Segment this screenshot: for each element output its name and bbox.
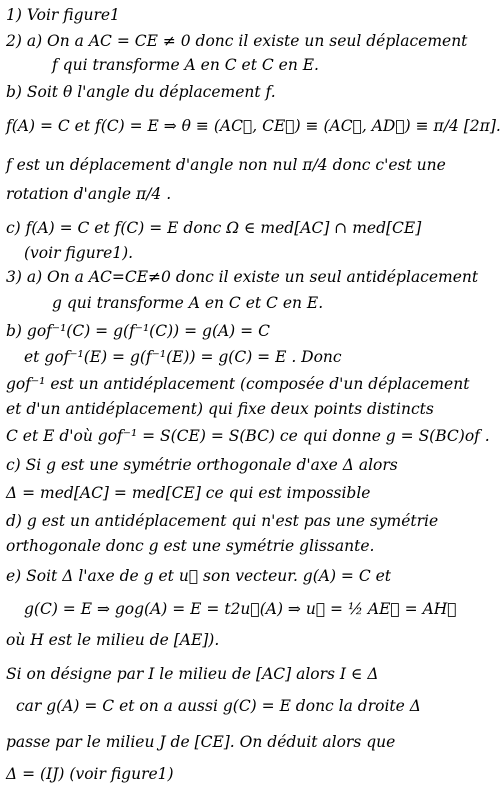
line-13: et gof⁻¹(E) = g(f⁻¹(E)) = g(C) = E . Donc <box>24 348 342 366</box>
line-15: et d'un antidéplacement) qui fixe deux points distincts <box>6 400 434 418</box>
line-27: Δ = (IJ) (voir figure1) <box>6 765 174 783</box>
line-9: (voir figure1). <box>24 244 134 262</box>
line-20: orthogonale donc g est une symétrie glissante. <box>6 537 375 555</box>
line-11: g qui transforme A en C et C en E. <box>52 294 324 312</box>
line-10: 3) a) On a AC=CE≠0 donc il existe un seul antidéplacement <box>6 268 479 286</box>
line-18: Δ = med[AC] = med[CE] ce qui est impossible <box>6 484 371 502</box>
line-26: passe par le milieu J de [CE]. On déduit alors que <box>6 733 396 751</box>
line-5: f(A) = C et f(C) = E ⇒ θ ≡ (AC⃗, CE⃗) ≡ (AC⃗, AD⃗) ≡ π/4 [2π]. <box>6 117 501 135</box>
line-12: b) gof⁻¹(C) = g(f⁻¹(C)) = g(A) = C <box>6 322 270 340</box>
line-14: gof⁻¹ est un antidéplacement (composée d'un déplacement <box>6 375 470 393</box>
line-8: c) f(A) = C et f(C) = E donc Ω ∈ med[AC] ∩ med[CE] <box>6 219 422 237</box>
line-23: où H est le milieu de [AE]). <box>6 631 220 649</box>
line-25: car g(A) = C et on a aussi g(C) = E donc la droite Δ <box>16 697 421 715</box>
line-1: 1) Voir figure1 <box>6 6 120 24</box>
line-24: Si on désigne par I le milieu de [AC] alors I ∈ Δ <box>6 665 379 683</box>
line-6: f est un déplacement d'angle non nul π/4 donc c'est une <box>6 156 446 174</box>
line-17: c) Si g est une symétrie orthogonale d'axe Δ alors <box>6 456 398 474</box>
line-3: f qui transforme A en C et C en E. <box>52 56 319 74</box>
line-21: e) Soit Δ l'axe de g et u⃗ son vecteur. g(A) = C et <box>6 567 392 585</box>
line-2: 2) a) On a AC = CE ≠ 0 donc il existe un seul déplacement <box>6 32 468 50</box>
line-4: b) Soit θ l'angle du déplacement f. <box>6 83 276 101</box>
line-19: d) g est un antidéplacement qui n'est pas une symétrie <box>6 512 439 530</box>
line-7: rotation d'angle π/4 . <box>6 185 172 203</box>
line-16: C et E d'où gof⁻¹ = S(CE) = S(BC) ce qui donne g = S(BC)of . <box>6 427 490 445</box>
line-22: g(C) = E ⇒ gog(A) = E = t2u⃗(A) ⇒ u⃗ = ½ AE⃗ = AH⃗ <box>24 600 457 618</box>
